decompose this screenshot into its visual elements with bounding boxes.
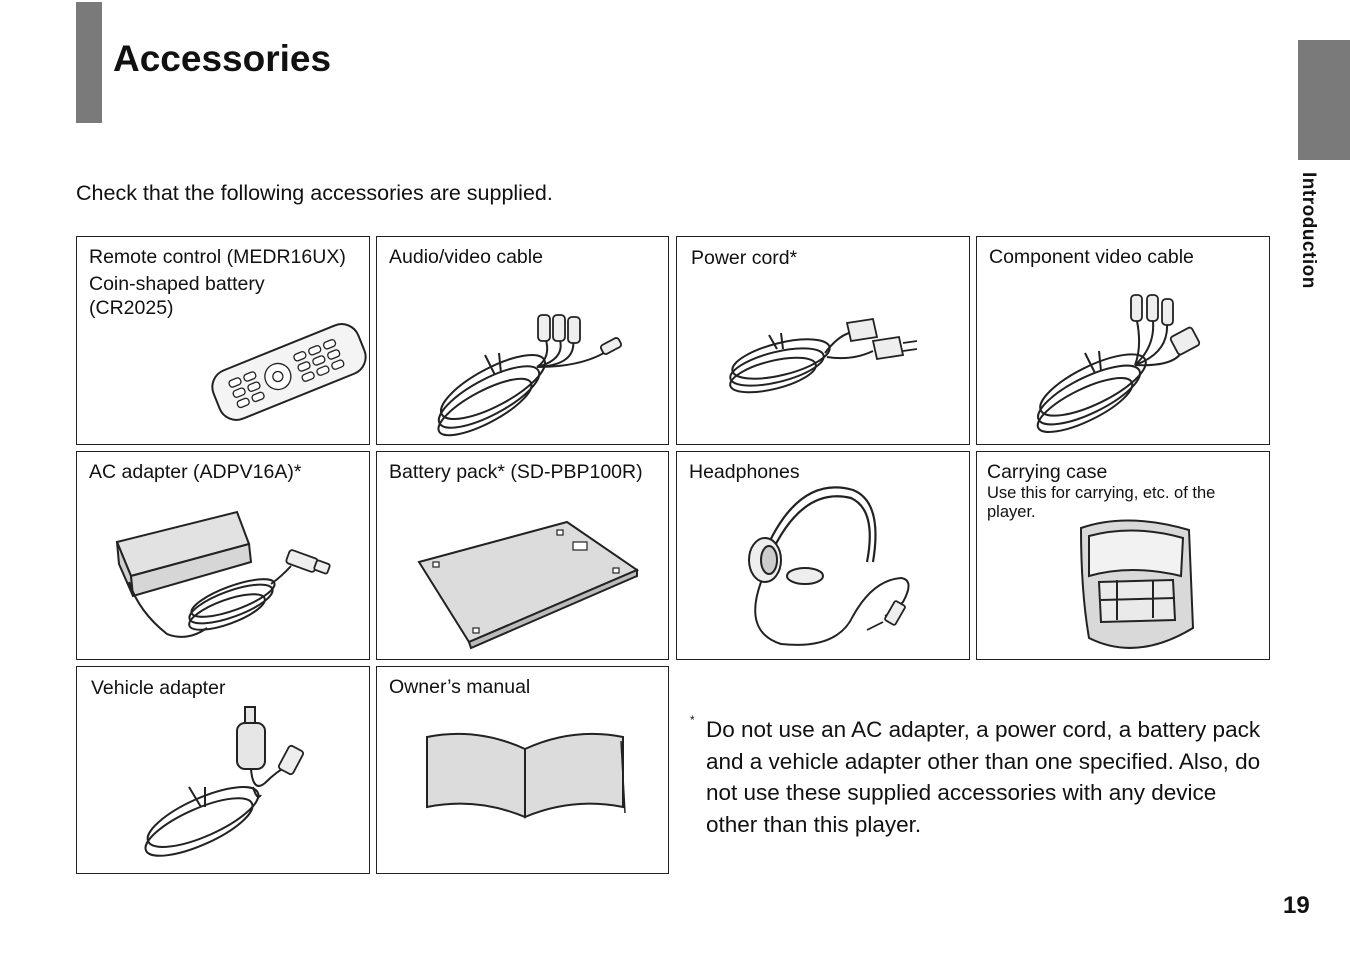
headphones-icon — [677, 452, 971, 661]
vehicle-adapter-label: Vehicle adapter — [91, 677, 226, 699]
headphones-label: Headphones — [689, 461, 800, 483]
footnote — [690, 714, 1270, 840]
accessory-headphones — [676, 451, 970, 660]
ac-adapter-icon — [77, 452, 371, 661]
accessory-power-cord — [676, 236, 970, 445]
carrying-case-label: Carrying case — [987, 461, 1108, 483]
intro-text: Check that the following accessories are supplied. — [76, 181, 553, 205]
remote-label: Remote control (MEDR16UX) — [89, 246, 346, 268]
power-cord-label: Power cord* — [691, 247, 798, 269]
accessory-remote-control — [76, 236, 370, 445]
vehicle-adapter-icon — [77, 667, 371, 875]
av-cable-icon — [377, 237, 670, 446]
power-cord-icon — [677, 237, 971, 446]
footnote-marker: * — [690, 713, 695, 727]
accessory-component-video-cable — [976, 236, 1270, 445]
av-cable-label: Audio/video cable — [389, 246, 543, 268]
section-label: Introduction — [1298, 172, 1319, 289]
battery-label: Coin-shaped battery (CR2025) — [89, 273, 265, 319]
manual-label: Owner’s manual — [389, 676, 531, 698]
battery-pack-icon — [377, 452, 670, 661]
accessory-ac-adapter — [76, 451, 370, 660]
accessory-vehicle-adapter — [76, 666, 370, 874]
book-icon — [377, 667, 670, 875]
accessory-carrying-case — [976, 451, 1270, 660]
component-cable-icon — [977, 237, 1271, 446]
section-tab — [1298, 40, 1350, 160]
page-title: Accessories — [113, 38, 332, 79]
page-number: 19 — [1283, 892, 1310, 919]
accessory-battery-pack — [376, 451, 669, 660]
remote-control-icon — [77, 237, 371, 446]
title-accent-bar — [76, 2, 102, 123]
component-cable-label: Component video cable — [989, 246, 1194, 268]
carrying-case-note: Use this for carrying, etc. of the player. — [987, 484, 1216, 522]
ac-adapter-label: AC adapter (ADPV16A)* — [89, 461, 302, 483]
accessory-audio-video-cable — [376, 236, 669, 445]
accessory-owners-manual — [376, 666, 669, 874]
footnote-text: Do not use an AC adapter, a power cord, a battery pack and a vehicle adapter other than one specified. Also, do not use these supplied accessories with any device other than this player. — [706, 717, 1261, 837]
battery-pack-label: Battery pack* (SD-PBP100R) — [389, 461, 643, 483]
carrying-case-icon — [977, 452, 1271, 661]
